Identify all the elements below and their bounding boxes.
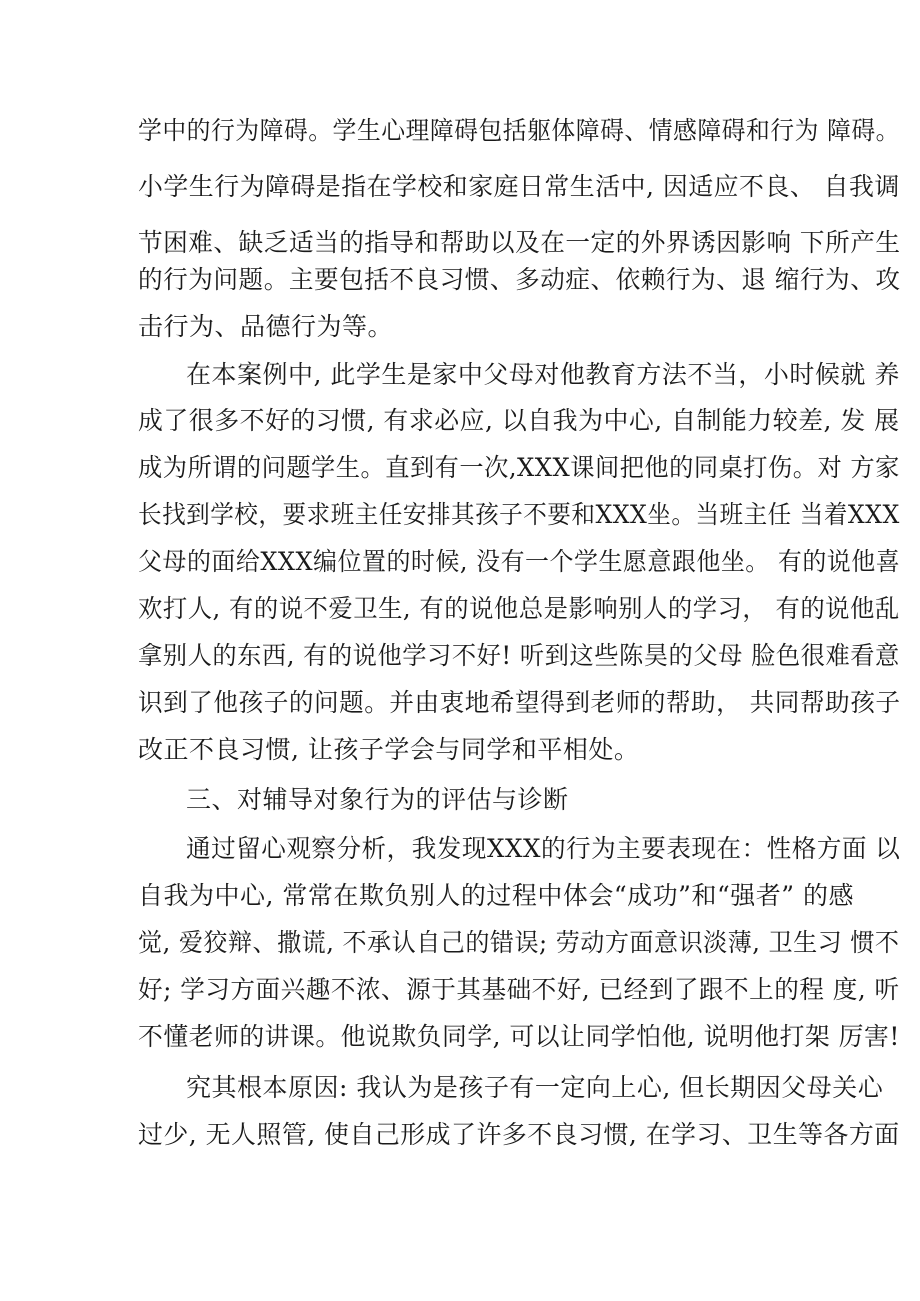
text-line: 好; 学习方面兴趣不浓、源于其基础不好, 已经到了跟不上的程 度, 听: [138, 975, 900, 1004]
text-line: 的行为问题。主要包括不良习惯、多动症、依赖行为、退 缩行为、攻: [138, 265, 901, 294]
paragraph-first-line: 究其根本原因: 我认为是孩子有一定向上心, 但长期因父母关心: [186, 1073, 884, 1102]
text-line: 节困难、缺乏适当的指导和帮助以及在一定的外界诱因影响 下所产生: [138, 228, 901, 257]
text-line: 觉, 爱狡辩、撒谎, 不承认自己的错误; 劳动方面意识淡薄, 卫生习 惯不: [138, 928, 900, 957]
text-line: 长找到学校，要求班主任安排其孩子不要和XXX坐。当班主任 当着XXX: [138, 500, 900, 529]
text-line: 父母的面给XXX编位置的时候, 没有一个学生愿意跟他坐。 有的说他喜: [138, 547, 901, 576]
paragraph-first-line: 在本案例中, 此学生是家中父母对他教育方法不当，小时候就 养: [186, 360, 900, 389]
section-heading: 三、对辅导对象行为的评估与诊断: [186, 785, 569, 814]
text-line: 过少, 无人照管, 使自己形成了许多不良习惯, 在学习、卫生等各方面: [138, 1120, 900, 1149]
text-line: 成为所谓的问题学生。直到有一次,XXX课间把他的同桌打伤。对 方家: [138, 453, 900, 482]
text-line: 击行为、品德行为等。: [138, 312, 394, 341]
text-line: 欢打人, 有的说不爱卫生, 有的说他总是影响别人的学习， 有的说他乱: [138, 594, 900, 623]
text-line: 自我为中心, 常常在欺负别人的过程中体会“成功”和“强者” 的感: [138, 881, 854, 910]
text-line: 不懂老师的讲课。他说欺负同学, 可以让同学怕他, 说明他打架 厉害!: [138, 1022, 900, 1051]
text-line: 改正不良习惯, 让孩子学会与同学和平相处。: [138, 735, 640, 764]
paragraph-first-line: 通过留心观察分析，我发现XXX的行为主要表现在：性格方面 以: [186, 834, 901, 863]
text-line: 成了很多不好的习惯, 有求必应, 以自我为中心, 自制能力较差, 发 展: [138, 406, 900, 435]
text-line: 学中的行为障碍。学生心理障碍包括躯体障碍、情感障碍和行为 障碍。: [138, 116, 900, 145]
text-line: 小学生行为障碍是指在学校和家庭日常生活中, 因适应不良、 自我调: [138, 172, 900, 201]
text-line: 拿别人的东西, 有的说他学习不好! 听到这些陈昊的父母 脸色很难看意: [138, 641, 900, 670]
text-line: 识到了他孩子的问题。并由衷地希望得到老师的帮助， 共同帮助孩子: [138, 688, 901, 717]
